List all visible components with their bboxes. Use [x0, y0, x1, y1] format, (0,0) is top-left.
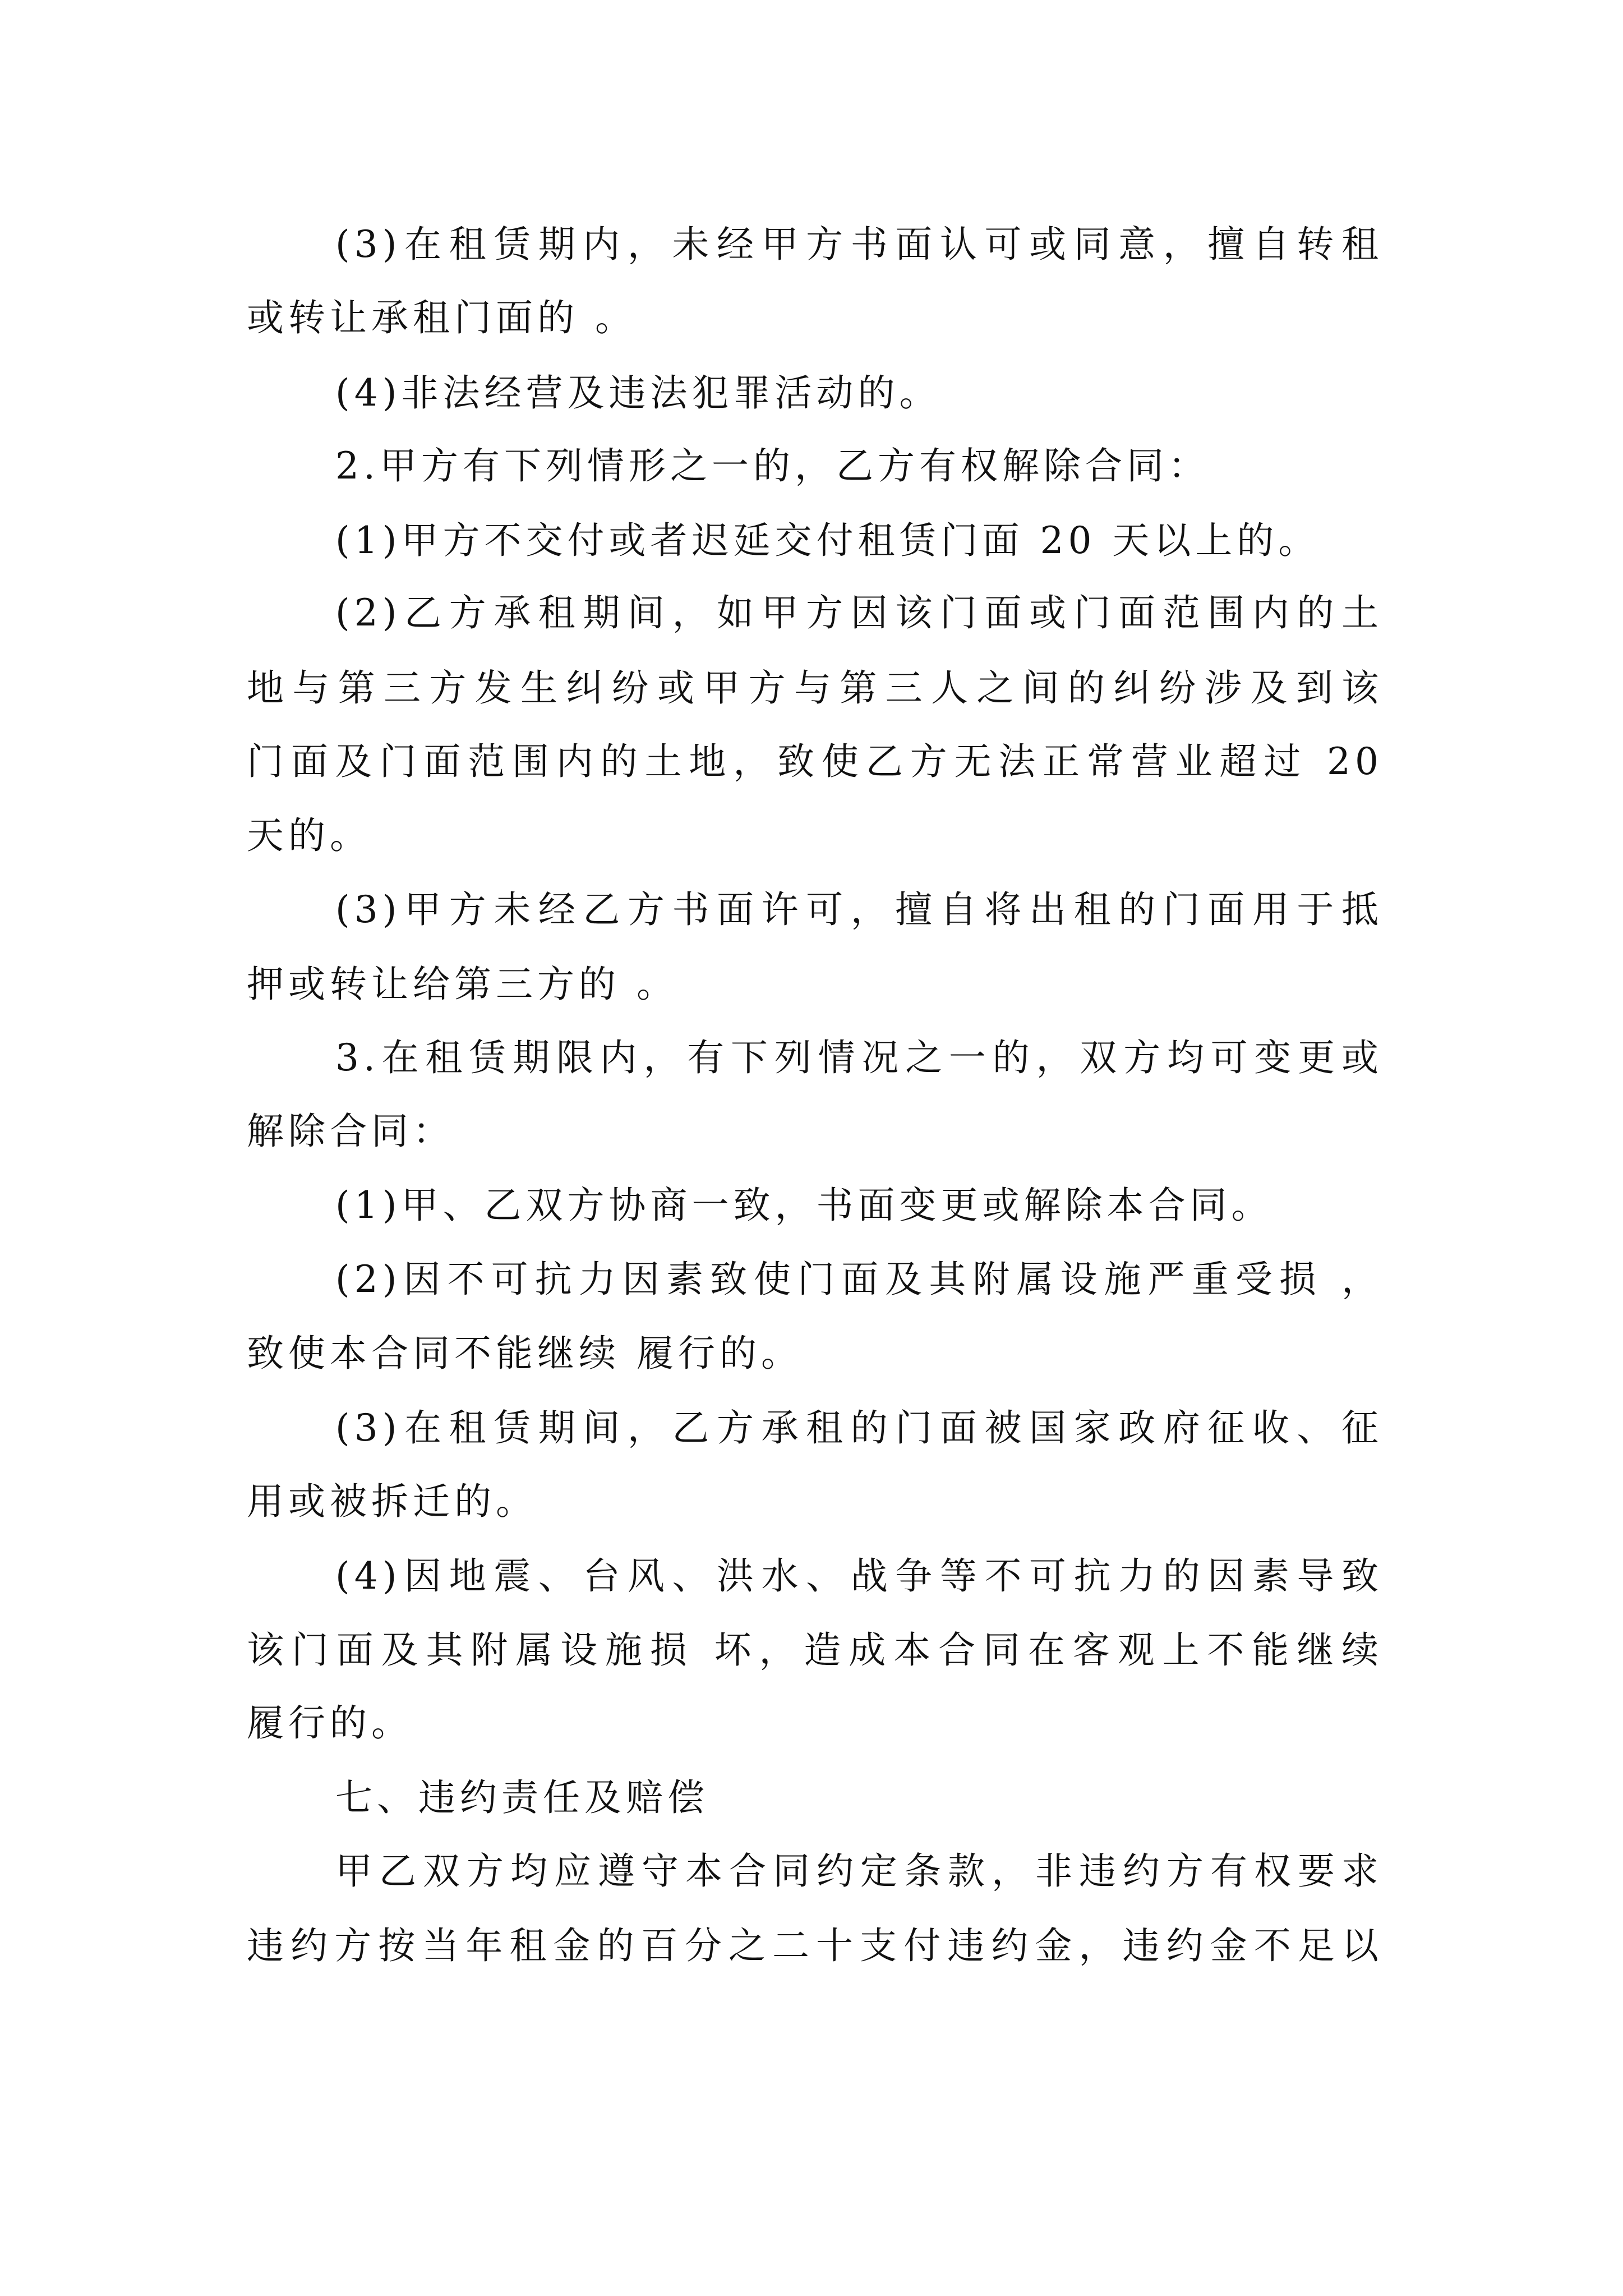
section-3-item-4-line-2: 该门面及其附属设施损 坏，造成本合同在客观上不能继续 [247, 1628, 1383, 1672]
section-2-heading: 2.甲方有下列情形之一的，乙方有权解除合同： [335, 444, 1210, 487]
clause-3-line-2: 或转让承租门面的 。 [247, 296, 637, 339]
section-3-item-2-line-2: 致使本合同不能继续 履行的。 [247, 1332, 803, 1375]
clause-3-line-1: (3)在租赁期内，未经甲方书面认可或同意，擅自转租 [335, 223, 1383, 266]
section-3-item-1: (1)甲、乙双方协商一致，书面变更或解除本合同。 [335, 1184, 1273, 1227]
section-7-paragraph-line-2: 违约方按当年租金的百分之二十支付违约金，违约金不足以 [247, 1924, 1383, 1967]
section-2-item-2-line-2: 地与第三方发生纠纷或甲方与第三人之间的纠纷涉及到该 [247, 666, 1383, 710]
section-7-paragraph-line-1: 甲乙双方均应遵守本合同约定条款，非违约方有权要求 [335, 1849, 1383, 1893]
section-3-item-4-line-3: 履行的。 [247, 1701, 413, 1745]
section-3-item-3-line-2: 用或被拆迁的。 [247, 1480, 537, 1523]
section-2-item-2-line-1: (2)乙方承租期间，如甲方因该门面或门面范围内的土 [335, 591, 1383, 634]
section-3-item-2-line-1: (2)因不可抗力因素致使门面及其附属设施严重受损 ， [335, 1258, 1383, 1301]
section-3-heading-line-2: 解除合同： [247, 1110, 454, 1153]
section-2-item-1: (1)甲方不交付或者迟延交付租赁门面 20 天以上的。 [335, 519, 1320, 562]
section-2-item-3-line-2: 押或转让给第三方的 。 [247, 963, 678, 1006]
section-3-item-4-line-1: (4)因地震、台风、洪水、战争等不可抗力的因素导致 [335, 1554, 1383, 1598]
section-3-item-3-line-1: (3)在租赁期间，乙方承租的门面被国家政府征收、征 [335, 1406, 1383, 1450]
section-7-heading: 七、违约责任及赔偿 [335, 1776, 709, 1819]
section-2-item-3-line-1: (3)甲方未经乙方书面许可，擅自将出租的门面用于抵 [335, 888, 1383, 931]
section-3-heading-line-1: 3.在租赁期限内，有下列情况之一的，双方均可变更或 [335, 1036, 1383, 1079]
clause-4-line: (4)非法经营及违法犯罪活动的。 [335, 371, 941, 415]
section-2-item-2-line-4: 天的。 [247, 814, 371, 857]
section-2-item-2-line-3: 门面及门面范围内的土地，致使乙方无法正常营业超过 20 [247, 740, 1383, 783]
